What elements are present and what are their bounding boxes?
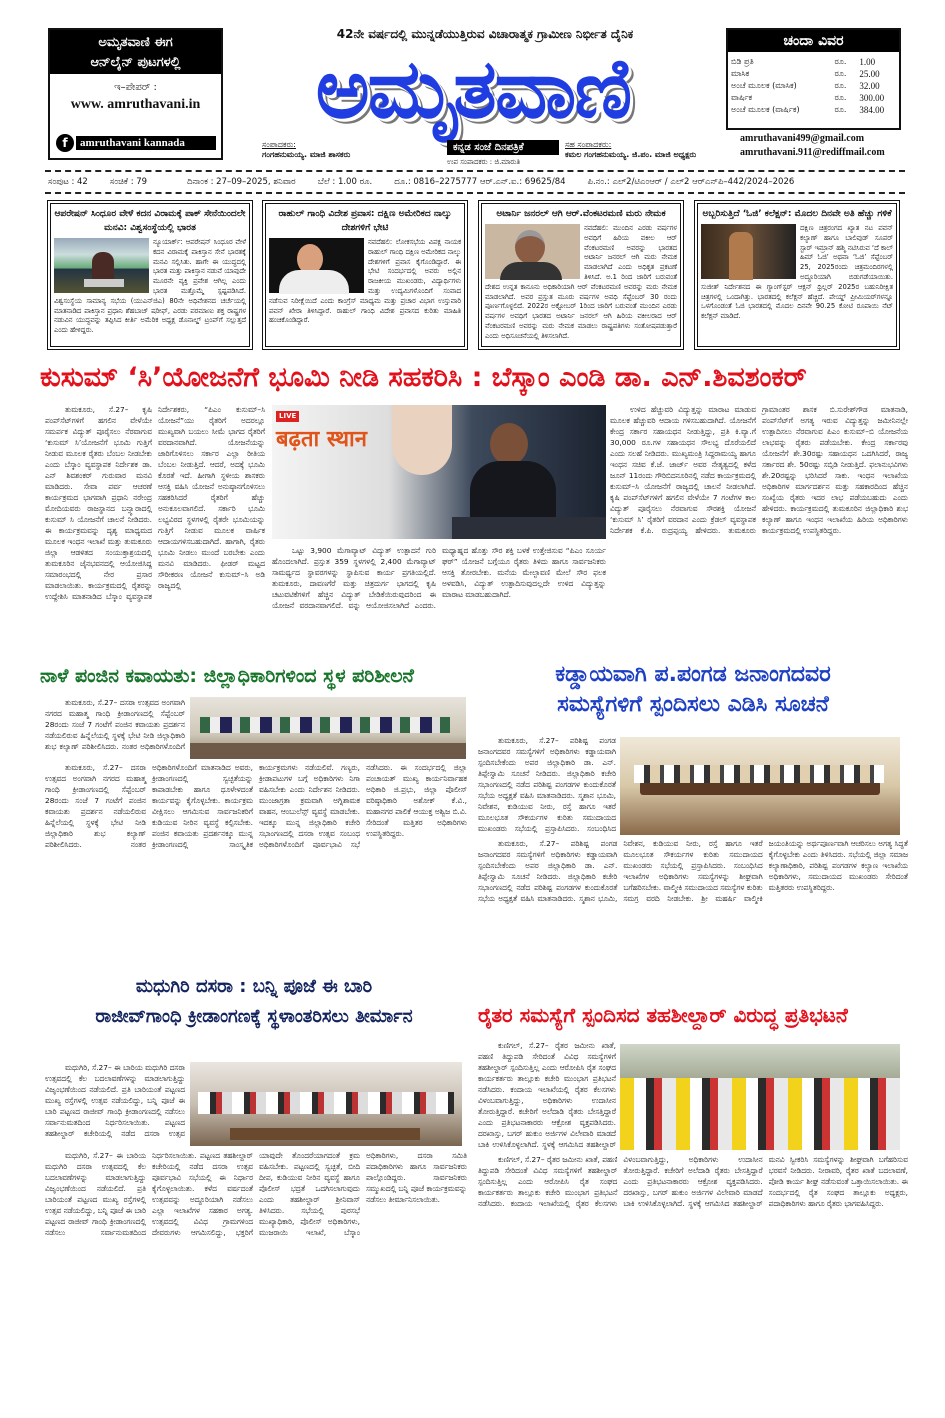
subscription-label: ಬಿಡಿ ಪ್ರತಿ xyxy=(731,57,754,66)
sub-editor: ಉಪ ಸಂಪಾದಕರು : ಜಿ.ಮಾರುತಿ xyxy=(447,158,521,166)
subscription-box xyxy=(726,28,901,130)
subscription-row xyxy=(728,80,899,92)
subscription-value: 25.00 xyxy=(859,69,880,79)
subscription-label: ವಾರ್ಷಿಕ xyxy=(731,93,753,102)
story2-meeting-photo xyxy=(190,697,466,759)
rahul-gandhi-photo xyxy=(269,238,364,293)
subscription-label: ಅಂಚೆ ಮೂಲಕ (ಮಾಸಿಕ) xyxy=(731,81,797,90)
volume: ಸಂಪುಟ : 42 xyxy=(48,177,88,187)
subscription-cur: ರೂ. xyxy=(834,57,847,66)
masthead-logo: ಅಮೃತವಾಣಿ xyxy=(315,42,631,137)
lead-body-left: ತುಮಕೂರು, ಸೆ.27– ಕೃಷಿ ಪಂಪ್‌ಸೆಟ್‌ಗಳಿಗೆ ಹಗಲಿನ ವೇಳೆಯೇ ಸಮರ್ಪಕ ವಿದ್ಯುತ್ ಪೂರೈಸಲು ನೆರವಾಗುವ ‘ಕುಸುಮ್ ಸಿ’ಯೋಜನೆಗೆ ಭೂಮಿ ಗುತ್ತಿಗೆ ನೀಡುವ ಮೂಲಕ ರೈತರು ಬೆಂಬಲ ನೀಡಬೇಕು ಎಂದು ಬೆಸ್ಕಾಂ ವ್ಯವಸ್ಥಾಪಕ ನಿರ್ದೇಶಕ ಡಾ. ಎನ್ ಶಿವಶಂಕರ್ ಗುರುವಾರ ಮನವಿ ಮಾಡಿದರು. ಸೇವಾ ಪರ್ವ ಆಚರಣೆ ಕಾರ್ಯಕ್ರಮದ ಭಾಗವಾಗಿ ಪ್ರಧಾನಿ ನರೇಂದ್ರ ಮೋದಿಯವರು ರಾಜಸ್ಥಾನದ ಬನ್ಸ್ವಾರಾದಲ್ಲಿ ಕುಸುಮ್ ಸಿ ಯೋಜನೆಗೆ ಚಾಲನೆ ನೀಡಿದರು. ಈ ಕಾರ್ಯಕ್ರಮವನ್ನು ದೃಶ್ಯ ಮಾಧ್ಯಮದ ಮೂಲಕ ಇಂಧನ ಇಲಾಖೆ ಮತ್ತು ತುಮಕೂರು ಜಿಲ್ಲಾ ಆಡಳಿತದ ಸಂಯುಕ್ತಾಶ್ರಯದಲ್ಲಿ ತುಮಕೂರಿನ ಜೈನಭವನದಲ್ಲಿ ಆಯೋಜಿಸಿದ್ದ ಸಮಾರಂಭದಲ್ಲಿ ನೇರ ಪ್ರಸಾರ ಮಾಡಲಾಯಿತು. ಕಾರ್ಯಕ್ರಮದಲ್ಲಿ ರೈತರನ್ನು ಉದ್ದೇಶಿಸಿ ಮಾತನಾಡಿದ ಬೆಸ್ಕಾಂ ವ್ಯವಸ್ಥಾಪಕ ನಿರ್ದೇಶಕರು, “ಪಿಎಂ ಕುಸುಮ್–ಸಿ ಯೋಜನೆ”ಯು ರೈತರಿಗೆ ಅದರಲ್ಲೂ ಮುಖ್ಯವಾಗಿ ಬಯಲು ಸೀಮೆ ಭಾಗದ ರೈತರಿಗೆ ವರದಾನವಾಗಿದೆ. ಯೋಜನೆಯನ್ನು ಜಾರಿಗೊಳಿಸಲು ಸರ್ಕಾರ ಎಲ್ಲಾ ರೀತಿಯ ಬೆಂಬಲ ನೀಡುತ್ತಿದೆ. ಆದರೆ, ಅದಕ್ಕೆ ಭೂಮಿ ಕೊರತೆ ಇದೆ. ಹೀಗಾಗಿ ಸ್ಥಳೀಯ ಶಾಸಕರು ಆಸಕ್ತಿ ವಹಿಸಿ ಯೋಜನೆ ಅನುಷ್ಠಾನಗೊಳಿಸಲು ಸಹಕರಿಸಿದರೆ ರೈತರಿಗೆ ಹೆಚ್ಚು ಅನುಕೂಲವಾಗಲಿದೆ. ಸರ್ಕಾರಿ ಭೂಮಿ ಲಭ್ಯವಿರದ ಸ್ಥಳಗಳಲ್ಲಿ ರೈತರೇ ಭೂಮಿಯನ್ನು ಗುತ್ತಿಗೆ ನೀಡುವ ಮೂಲಕ ವಾರ್ಷಿಕ ಆದಾಯಗಳಿಸಬಹುದಾಗಿದೆ. ಹಾಗಾಗಿ, ರೈತರು ಭೂಮಿ ನೀಡಲು ಮುಂದೆ ಬರಬೇಕು ಎಂದು ಮನವಿ ಮಾಡಿದರು. ಫೀಡರ್ ಮಟ್ಟದ ಸೌರೀಕರಣ ಯೋಜನೆ ಕುಸುಮ್–ಸಿ ಅಡಿ ರಾಜ್ಯದಲ್ಲಿ xyxy=(45,405,265,601)
price: ಬೆಲೆ : 1.00 ರೂ. xyxy=(317,177,373,187)
un-speaker-photo xyxy=(54,238,149,293)
story-title: ಅಟಾರ್ನಿ ಜನರಲ್ ಆಗಿ ಆರ್.ವೆಂಕಟರಮಣಿ ಮರು ನೇಮಕ xyxy=(496,209,666,219)
online-line1: ಅಮೃತವಾಣಿ ಈಗ xyxy=(98,35,173,50)
subscription-row xyxy=(728,92,899,104)
co-editor-credit xyxy=(565,140,733,160)
phone: ದೂ.: 0816–2275777 ಆರ್.ಎನ್.ಐ.: 69625/84 xyxy=(394,177,566,187)
postal-reg: ಪಿ.ನಂ.: ಎಲ್2/ಟಿಎಂಆರ್ / ಎಲ್2 ಆರ್‌ಎನ್‌ಪಿ–442/2024–2026 xyxy=(587,177,795,187)
podium xyxy=(452,517,606,539)
tagline: 42ನೇ ವರ್ಷದಲ್ಲಿ ಮುನ್ನಡೆಯುತ್ತಿರುವ ವಿಚಾರಾತ್ಮಕ ಗ್ರಾಮೀಣ ನಿರ್ಭೀತ ದೈನಿಕ xyxy=(336,27,634,41)
story3-body: ತುಮಕೂರು, ಸೆ.27– ಪರಿಶಿಷ್ಟ ಪಂಗಡ ಜನಾಂಗದವರ ಸಮಸ್ಯೆಗಳಿಗೆ ಅಧಿಕಾರಿಗಳು ಕಡ್ಡಾಯವಾಗಿ ಸ್ಪಂದಿಸಬೇಕೆಂದು ಅಪರ ಜಿಲ್ಲಾಧಿಕಾರಿ ಡಾ. ಎನ್. ತಿಪ್ಪೇಸ್ವಾಮಿ ಸೂಚನೆ ನೀಡಿದರು. ಜಿಲ್ಲಾಧಿಕಾರಿ ಕಚೇರಿ ಸಭಾಂಗಣದಲ್ಲಿ ನಡೆದ ಪರಿಶಿಷ್ಟ ಪಂಗಡಗಳ ಕುಂದುಕೊರತೆ ಸಭೆಯ ಅಧ್ಯಕ್ಷತೆ ವಹಿಸಿ ಮಾತನಾಡಿದರು. ಸ್ಮಶಾನ ಭೂಮಿ, ನಿವೇಶನ, ಕುಡಿಯುವ ನೀರು, ರಸ್ತೆ ಹಾಗೂ ಇತರೆ ಮೂಲಭೂತ ಸೌಕರ್ಯಗಳ ಕುರಿತು ಸಮುದಾಯದ ಮುಖಂಡರು ಸಭೆಯಲ್ಲಿ ಪ್ರಸ್ತಾಪಿಸಿದರು. ಸಂಬಂಧಿಸಿದ ಇಲಾಖೆಗಳ ಅಧಿಕಾರಿಗಳು ಸಮಸ್ಯೆಗಳನ್ನು ಶೀಘ್ರವಾಗಿ ಬಗೆಹರಿಸಬೇಕು. ವಾಲ್ಮೀಕಿ ಸಮುದಾಯದ ಸಮಸ್ಯೆಗಳ ಕುರಿತು ಸಮಗ್ರ ವರದಿ ನೀಡಬೇಕು. ಶ್ರೀ ಮಹರ್ಷಿ ವಾಲ್ಮೀಕಿ ಜಯಂತಿಯನ್ನು ಅರ್ಥಪೂರ್ಣವಾಗಿ ಆಚರಿಸಲು ಅಗತ್ಯ ಸಿದ್ಧತೆ ಕೈಗೊಳ್ಳಬೇಕು ಎಂದು ತಿಳಿಸಿದರು. ಸಭೆಯಲ್ಲಿ ಜಿಲ್ಲಾ ಸಮಾಜ ಕಲ್ಯಾಣಾಧಿಕಾರಿ, ಪರಿಶಿಷ್ಟ ಪಂಗಡಗಳ ಕಲ್ಯಾಣ ಇಲಾಖೆಯ ಅಧಿಕಾರಿಗಳು, ಸಮುದಾಯದ ಮುಖಂಡರು ಸೇರಿದಂತೆ ಮತ್ತಿತರರು ಉಪಸ್ಥಿತರಿದ್ದರು. xyxy=(478,839,908,903)
story2-headline[interactable]: ನಾಳೆ ಪಂಜಿನ ಕವಾಯತು: ಜಿಲ್ಲಾಧಿಕಾರಿಗಳಿಂದ ಸ್ಥಳ ಪರಿಶೀಲನೆ xyxy=(40,665,414,687)
story4-meeting-photo xyxy=(190,1062,462,1146)
story-title: ಅಬ್ಬರಿಸುತ್ತಿದೆ ‘ಓಜಿ’ ಕಲೆಕ್ಷನ್: ಮೊದಲ ದಿನವೇ ಅತಿ ಹೆಚ್ಚು ಗಳಿಕೆ xyxy=(702,209,892,219)
live-badge: LIVE xyxy=(276,411,299,422)
story4-headline[interactable]: ಮಧುಗಿರಿ ದಸರಾ : ಬನ್ನಿ ಪೂಜೆ ಈ ಬಾರಿ ರಾಜೀವ್‌ಗಾಂಧಿ ಕ್ರೀಡಾಂಗಣಕ್ಕೆ ಸ್ಥಳಾಂತರಿಸಲು ತೀರ್ಮಾನ xyxy=(95,976,413,1027)
subscription-label: ಮಾಸಿಕ xyxy=(731,69,750,78)
story4-body: ಮಧುಗಿರಿ, ಸೆ.27– ಈ ಬಾರಿಯ ಮಧುಗಿರಿ ದಸರಾ ಉತ್ಸವದಲ್ಲಿ ಕೆಲ ಬದಲಾವಣೆಗಳನ್ನು ಮಾಡಲಾಗುತ್ತಿದ್ದು ವಿಜೃಂಭಣೆಯಿಂದ ನಡೆಯಲಿದೆ. ಪ್ರತಿ ಬಾರಿಯಂತೆ ಪಟ್ಟಣದ ಮುಖ್ಯ ರಸ್ತೆಗಳಲ್ಲಿ ಉತ್ಸವ ನಡೆಯಲಿದ್ದು, ಬನ್ನಿ ಪೂಜೆ ಈ ಬಾರಿ ಪಟ್ಟಣದ ರಾಜೀವ್ ಗಾಂಧಿ ಕ್ರೀಡಾಂಗಣದಲ್ಲಿ ನಡೆಸಲು ಸರ್ವಾನುಮತದಿಂದ ನಿರ್ಧರಿಸಲಾಯಿತು. ಪಟ್ಟಣದ ತಹಶೀಲ್ದಾರ್ ಕಚೇರಿಯಲ್ಲಿ ನಡೆದ ದಸರಾ ಉತ್ಸವ ಪೂರ್ವಭಾವಿ ಸಭೆಯಲ್ಲಿ ಈ ನಿರ್ಧಾರ ಕೈಗೊಳ್ಳಲಾಯಿತು. ಕಳೆದ ವರ್ಷದಂತೆ ಉತ್ಸವವನ್ನು ಅದ್ಧೂರಿಯಾಗಿ ನಡೆಸಲು ಎಲ್ಲಾ ಇಲಾಖೆಗಳ ಸಹಕಾರ ಅಗತ್ಯ. ಉತ್ಸವದಲ್ಲಿ ವಿವಿಧ ಗ್ರಾಮಗಳಿಂದ ದೇವರುಗಳು ಆಗಮಿಸಲಿದ್ದು, ಭಕ್ತರಿಗೆ ಯಾವುದೇ ತೊಂದರೆಯಾಗದಂತೆ ಕ್ರಮ ವಹಿಸಬೇಕು. ಪಟ್ಟಣದಲ್ಲಿ ಸ್ವಚ್ಛತೆ, ಬೀದಿ ದೀಪ, ಕುಡಿಯುವ ನೀರಿನ ವ್ಯವಸ್ಥೆ ಹಾಗೂ ಪೊಲೀಸ್ ಭದ್ರತೆ ಒದಗಿಸಲಾಗುವುದು ಎಂದು ತಹಶೀಲ್ದಾರ್ ಶ್ರೀನಿವಾಸ್ ತಿಳಿಸಿದರು. ಸಭೆಯಲ್ಲಿ ಪುರಸಭೆ ಮುಖ್ಯಾಧಿಕಾರಿ, ಪೊಲೀಸ್ ಅಧಿಕಾರಿಗಳು, ಮುಜರಾಯಿ ಇಲಾಖೆ, ಬೆಸ್ಕಾಂ ಅಧಿಕಾರಿಗಳು, ದಸರಾ ಸಮಿತಿ ಪದಾಧಿಕಾರಿಗಳು ಹಾಗೂ ಸಾರ್ವಜನಿಕರು ಪಾಲ್ಗೊಂಡಿದ್ದರು. ಸಾರ್ವಜನಿಕರು ಸಮ್ಮುಖದಲ್ಲಿ ಬನ್ನಿ ಪೂಜೆ ಕಾರ್ಯಕ್ರಮವನ್ನು ನಡೆಸಲು ತೀರ್ಮಾನಿಸಲಾಯಿತು. xyxy=(45,1151,467,1237)
co-editor-label: ಸಹ ಸಂಪಾದಕರು: xyxy=(565,140,612,149)
story5-body: ಕುಣಿಗಲ್, ಸೆ.27– ರೈತರ ಜಮೀನು ಖಾತೆ, ಪಹಣಿ ತಿದ್ದುಪಡಿ ಸೇರಿದಂತೆ ವಿವಿಧ ಸಮಸ್ಯೆಗಳಿಗೆ ತಹಶೀಲ್ದಾರ್ ಸ್ಪಂದಿಸುತ್ತಿಲ್ಲ ಎಂದು ಆರೋಪಿಸಿ ರೈತ ಸಂಘದ ಕಾರ್ಯಕರ್ತರು ತಾಲ್ಲೂಕು ಕಚೇರಿ ಮುಂಭಾಗ ಪ್ರತಿಭಟನೆ ನಡೆಸಿದರು. ಕಂದಾಯ ಇಲಾಖೆಯಲ್ಲಿ ರೈತರ ಕೆಲಸಗಳು ವಿಳಂಬವಾಗುತ್ತಿದ್ದು, ಅಧಿಕಾರಿಗಳು ಉದಾಸೀನ ತೋರುತ್ತಿದ್ದಾರೆ. ಕಚೇರಿಗೆ ಅಲೆದಾಡಿ ರೈತರು ಬೇಸತ್ತಿದ್ದಾರೆ ಎಂದು ಪ್ರತಿಭಟನಾಕಾರರು ಆಕ್ರೋಶ ವ್ಯಕ್ತಪಡಿಸಿದರು. ದರಖಾಸ್ತು, ಬಗರ್ ಹುಕುಂ ಅರ್ಜಿಗಳ ವಿಲೇವಾರಿ ಮಾಡದೆ ಬಾಕಿ ಉಳಿಸಿಕೊಳ್ಳಲಾಗಿದೆ. ಸ್ಥಳಕ್ಕೆ ಆಗಮಿಸಿದ ತಹಶೀಲ್ದಾರ್ ಮನವಿ ಸ್ವೀಕರಿಸಿ ಸಮಸ್ಯೆಗಳನ್ನು ಶೀಘ್ರವಾಗಿ ಬಗೆಹರಿಸುವ ಭರವಸೆ ನೀಡಿದರು. ನೀರಾವರಿ, ರೈತರ ಖಾತೆ ಬದಲಾವಣೆ, ಪೋಡಿ ಕಾರ್ಯ ಶೀಘ್ರ ನಡೆಸುವಂತೆ ಒತ್ತಾಯಿಸಲಾಯಿತು. ಈ ಸಂದರ್ಭದಲ್ಲಿ ರೈತ ಸಂಘದ ತಾಲ್ಲೂಕು ಅಧ್ಯಕ್ಷರು, ಪದಾಧಿಕಾರಿಗಳು ಹಾಗೂ ರೈತರು ಭಾಗವಹಿಸಿದ್ದರು. xyxy=(478,1155,908,1208)
co-editor-name: ಕಮಲ ಗಂಗಹನುಮಯ್ಯ. ಜಿ.ಪಂ. ಮಾಜಿ ಅಧ್ಯಕ್ಷರು xyxy=(565,150,697,159)
subscription-table xyxy=(728,56,899,116)
subscription-row xyxy=(728,104,899,116)
subscription-row xyxy=(728,68,899,80)
speaker-head xyxy=(490,423,528,465)
online-edition-box xyxy=(48,28,223,160)
lead-headline[interactable]: ಕುಸುಮ್ ‘ಸಿ’ಯೋಜನೆಗೆ ಭೂಮಿ ನೀಡಿ ಸಹಕರಿಸಿ : ಬೆಸ್ಕಾಂ ಎಂಡಿ ಡಾ. ಎನ್.ಶಿವಶಂಕರ್ xyxy=(40,362,807,393)
story-body: ನ್ಯೂಯಾರ್ಕ್: ಆಪರೇಷನ್ ಸಿಂಧೂರ ವೇಳೆ ಕದನ ವಿರಾಮಕ್ಕೆ ಪಾಕಿಸ್ತಾನ ಸೇನೆ ಭಾರತಕ್ಕೆ ಮನವಿ ಸಲ್ಲಿಸಿತು. ಹಾಗೇ ಈ ಯುದ್ಧದಲ್ಲಿ ಭಾರತ ಮತ್ತು ಪಾಕಿಸ್ತಾನ ನಡುವೆ ಯಾವುದೇ ಮೂರನೇ ವ್ಯಕ್ತಿ ಪ್ರವೇಶ ಆಗಿಲ್ಲ ಎಂದು ಭಾರತ ಮತ್ತೊಮ್ಮೆ ಸ್ಪಷ್ಟಪಡಿಸಿದೆ. ವಿಶ್ವಸಂಸ್ಥೆಯ ಸಾಮಾನ್ಯ ಸಭೆಯ (ಯುಎನ್‌ಜಿಎ) 80ನೇ ಅಧಿವೇಶನದ ಚರ್ಚೆಯಲ್ಲಿ ಮಾತನಾಡಿದ ಪಾಕಿಸ್ತಾನ ಪ್ರಧಾನಿ ಶೆಹಬಾಜ್ ಷರೀಫ್, ಎರಡು ಪರಮಾಣು ಶಕ್ತ ರಾಷ್ಟ್ರಗಳ ನಡುವಿನ ಯುದ್ಧವನ್ನು ತಪ್ಪಿಸಿದ ಕೀರ್ತಿ ಅಮೆರಿಕ ಅಧ್ಯಕ್ಷ ಡೊನಾಲ್ಡ್ ಟ್ರಂಪ್‌ಗೆ ಸಲ್ಲುತ್ತದೆ ಎಂದು ಹೇಳಿದ್ದರು. xyxy=(54,238,246,335)
story3-meeting-photo xyxy=(620,737,900,835)
top-story-1[interactable] xyxy=(47,200,253,350)
email-1[interactable]: amruthavani499@gmail.com xyxy=(740,133,865,144)
subscription-value: 32.00 xyxy=(859,81,880,91)
story2-body-top: ತುಮಕೂರು, ಸೆ.27– ದಸರಾ ಉತ್ಸವದ ಅಂಗವಾಗಿ ನಗರದ ಮಹಾತ್ಮ ಗಾಂಧಿ ಕ್ರೀಡಾಂಗಣದಲ್ಲಿ ಸೆಪ್ಟೆಂಬರ್ 28ರಂದು ಸಂಜೆ 7 ಗಂಟೆಗೆ ಪಂಜಿನ ಕವಾಯತು ಪ್ರದರ್ಶನ ನಡೆಯಲಿರುವ ಹಿನ್ನೆಲೆಯಲ್ಲಿ ಸ್ಥಳಕ್ಕೆ ಭೇಟಿ ನೀಡಿ ಜಿಲ್ಲಾಧಿಕಾರಿ ಶುಭ ಕಲ್ಯಾಣ್ ಪರಿಶೀಲಿಸಿದರು. ನಂತರ ಅಧಿಕಾರಿಗಳೊಂದಿಗೆ xyxy=(45,698,185,751)
lead-body-right: ಉಳಿದ ಹೆಚ್ಚುವರಿ ವಿದ್ಯುತ್ತನ್ನು ಮಾರಾಟ ಮಾಡುವ ಮೂಲಕ ಹೆಚ್ಚುವರಿ ಆದಾಯ ಗಳಿಸಬಹುದಾಗಿದೆ. ಯೋಜನೆಗೆ ಕೇಂದ್ರ ಸರ್ಕಾರ ಸಹಾಯಧನ ನೀಡುತ್ತಿದ್ದು, ಪ್ರತಿ ಕಿ.ವ್ಯಾ.ಗೆ 30,000 ರೂ.ಗಳ ಸಹಾಯಧನ ಸೌಲಭ್ಯ ದೊರೆಯಲಿದೆ ಎಂದು ಸಲಹೆ ನೀಡಿದರು. ಮುಖ್ಯಮಂತ್ರಿ ಸಿದ್ದರಾಮಯ್ಯ ಹಾಗೂ ಇಂಧನ ಸಚಿವ ಕೆ.ಜೆ. ಜಾರ್ಜ್ ಅವರ ನೇತೃತ್ವದಲ್ಲಿ ಕಳೆದ ಜೂನ್ 11ರಂದು ಗೌರಿಬಿದನೂರಿನಲ್ಲಿ ನಡೆದ ಕಾರ್ಯಕ್ರಮದಲ್ಲಿ ಕುಸುಮ್–ಸಿ ಯೋಜನೆಗೆ ರಾಜ್ಯದಲ್ಲಿ ಚಾಲನೆ ನೀಡಲಾಗಿದೆ. ಕೃಷಿ ಪಂಪ್‌ಸೆಟ್‌ಗಳಿಗೆ ಹಗಲಿನ ವೇಳೆಯೇ 7 ಗಂಟೆಗಳ ಕಾಲ ವಿದ್ಯುತ್ ಪೂರೈಸಲು ನೆರವಾಗುವ ಸೌರಶಕ್ತಿ ಯೋಜನೆ ‘ಕುಸುಮ್ ಸಿ’ ರೈತರಿಗೆ ವರದಾನ ಎಂದು ಕ್ರೆಡಲ್ ವ್ಯವಸ್ಥಾಪಕ ನಿರ್ದೇಶಕ ಕೆ.ಪಿ. ರುದ್ರಪ್ಪಯ್ಯ ಹೇಳಿದರು. ತುಮಕೂರು ಗ್ರಾಮಾಂತರ ಶಾಸಕ ಬಿ.ಸುರೇಶ್‌ಗೌಡ ಮಾತನಾಡಿ, ಪಂಪ್‌ಸೆಟ್‌ಗೆ ಅಗತ್ಯ ಇರುವ ವಿದ್ಯುತ್ತನ್ನು ಜಮೀನಿನಲ್ಲೇ ಉತ್ಪಾದಿಸಲು ನೆರವಾಗುವ ಪಿಎಂ ಕುಸುಮ್–ಬಿ ಯೋಜನೆಯ ಲಾಭವನ್ನು ರೈತರು ಪಡೆಯಬೇಕು. ಕೇಂದ್ರ ಸರ್ಕಾರವು ಯೋಜನೆಗೆ ಶೇ.30ರಷ್ಟು ಸಹಾಯಧನ ಒದಗಿಸಿದರೆ, ರಾಜ್ಯ ಸರ್ಕಾರದ ಶೇ. 50ರಷ್ಟು ಸಬ್ಸಿಡಿ ನೀಡುತ್ತಿದೆ. ಫಲಾನುಭವಿಗಳು ಶೇ.20ರಷ್ಟನ್ನು ಭರಿಸಿದರೆ ಸಾಕು. ಇಂಧನ ಇಲಾಖೆಯ ಅಧಿಕಾರಿಗಳ ಮಾರ್ಗದರ್ಶನ ಮತ್ತು ಸಹಕಾರದಿಂದ ಹೆಚ್ಚಿನ ಸಂಖ್ಯೆಯ ರೈತರು ಇದರ ಲಾಭ ಪಡೆಯಬಹುದು ಎಂದು ಹೇಳಿದರು. ಕಾರ್ಯಕ್ರಮದಲ್ಲಿ ತುಮಕೂರಿನ ಜಿಲ್ಲಾಧಿಕಾರಿ ಶುಭ ಕಲ್ಯಾಣ್ ಹಾಗೂ ಇಂಧನ ಇಲಾಖೆಯ ಹಿರಿಯ ಅಧಿಕಾರಿಗಳು ಕಾರ್ಯಕ್ರಮದಲ್ಲಿ ಉಪಸ್ಥಿತರಿದ್ದರು. xyxy=(610,405,908,535)
email-2[interactable]: amruthavani.911@rediffmail.com xyxy=(740,147,885,158)
story4-body-top: ಮಧುಗಿರಿ, ಸೆ.27– ಈ ಬಾರಿಯ ಮಧುಗಿರಿ ದಸರಾ ಉತ್ಸವದಲ್ಲಿ ಕೆಲ ಬದಲಾವಣೆಗಳನ್ನು ಮಾಡಲಾಗುತ್ತಿದ್ದು ವಿಜೃಂಭಣೆಯಿಂದ ನಡೆಯಲಿದೆ. ಪ್ರತಿ ಬಾರಿಯಂತೆ ಪಟ್ಟಣದ ಮುಖ್ಯ ರಸ್ತೆಗಳಲ್ಲಿ ಉತ್ಸವ ನಡೆಯಲಿದ್ದು, ಬನ್ನಿ ಪೂಜೆ ಈ ಬಾರಿ ಪಟ್ಟಣದ ರಾಜೀವ್ ಗಾಂಧಿ ಕ್ರೀಡಾಂಗಣದಲ್ಲಿ ನಡೆಸಲು ಸರ್ವಾನುಮತದಿಂದ ನಿರ್ಧರಿಸಲಾಯಿತು. ಪಟ್ಟಣದ ತಹಶೀಲ್ದಾರ್ ಕಚೇರಿಯಲ್ಲಿ ನಡೆದ ದಸರಾ ಉತ್ಸವ xyxy=(45,1063,185,1138)
story5-headline[interactable]: ರೈತರ ಸಮಸ್ಯೆಗೆ ಸ್ಪಂದಿಸದ ತಹಶೀಲ್ದಾರ್ ವಿರುದ್ಧ ಪ್ರತಿಭಟನೆ xyxy=(478,1003,848,1027)
story-body: ನವದೆಹಲಿ: ಮುಂದಿನ ಎರಡು ವರ್ಷಗಳ ಅವಧಿಗೆ ಹಿರಿಯ ವಕೀಲ ಆರ್ ವೆಂಕಟರಮಣಿ ಅವರನ್ನು ಭಾರತದ ಅಟಾರ್ನಿ ಜನರಲ್ ಆಗಿ ಮರು ನೇಮಕ ಮಾಡಲಾಗಿದೆ ಎಂದು ಅಧಿಕೃತ ಪ್ರಕಟಣೆ ತಿಳಿಸಿದೆ. ಅ.1 ರಿಂದ ಜಾರಿಗೆ ಬರುವಂತೆ ದೇಶದ ಉನ್ನತ ಕಾನೂನು ಅಧಿಕಾರಿಯಾಗಿ ಆರ್ ವೆಂಕಟರಮಣಿ ಅವರನ್ನು ಮರು ನೇಮಕ ಮಾಡಲಾಗಿದೆ. ಅವರ ಪ್ರಸ್ತುತ ಮೂರು ವರ್ಷಗಳ ಅವಧಿ ಸೆಪ್ಟೆಂಬರ್ 30 ರಂದು ಪೂರ್ಣಗೊಳ್ಳಲಿದೆ. 2022ರ ಅಕ್ಟೋಬರ್ 1ರಿಂದ ಜಾರಿಗೆ ಬರುವಂತೆ ಮುಂದಿನ ಎರಡು ವರ್ಷಗಳ ಅವಧಿಗೆ ಭಾರತದ ಅಟಾರ್ನಿ ಜನರಲ್ ಆಗಿ ಹಿರಿಯ ವಕೀಲರಾದ ಆರ್ ವೆಂಕಟರಮಣಿ ಅವರನ್ನು ಮರು ನೇಮಕ ಮಾಡಲು ರಾಷ್ಟ್ರಪತಿಗಳು ಸಂತೋಷಪಡುತ್ತಾರೆ ಎಂದು ಅಧಿಸೂಚನೆಯಲ್ಲಿ ತಿಳಿಸಲಾಗಿದೆ. xyxy=(485,224,677,340)
subscription-cur: ರೂ. xyxy=(834,93,847,102)
photo-banner-text: बढ़ता स्थान xyxy=(276,427,367,452)
story-title: ರಾಹುಲ್ ಗಾಂಧಿ ವಿದೇಶ ಪ್ರವಾಸ: ದಕ್ಷಿಣ ಅಮೇರಿಕದ ನಾಲ್ಕು ದೇಶಗಳಿಗೆ ಭೇಟಿ xyxy=(278,209,452,233)
story-body: ನವದೆಹಲಿ: ಲೋಕಸಭೆಯ ವಿಪಕ್ಷ ನಾಯಕ ರಾಹುಲ್ ಗಾಂಧಿ ದಕ್ಷಿಣ ಅಮೇರಿಕದ ನಾಲ್ಕು ದೇಶಗಳಿಗೆ ಪ್ರವಾಸ ಕೈಗೊಂಡಿದ್ದಾರೆ. ಈ ಭೇಟಿ ಸಂದರ್ಭದಲ್ಲಿ ಅವರು ಅಲ್ಲಿನ ರಾಜಕೀಯ ಮುಖಂಡರು, ವಿದ್ಯಾರ್ಥಿಗಳು ಮತ್ತು ಉದ್ಯಮಿಗಳೊಂದಿಗೆ ಸಂವಾದ ನಡೆಸುವ ನಿರೀಕ್ಷೆಯಿದೆ ಎಂದು ಕಾಂಗ್ರೆಸ್ ಮಾಧ್ಯಮ ಮತ್ತು ಪ್ರಚಾರ ವಿಭಾಗ ಉಸ್ತುವಾರಿ ಪವನ್ ಖೇರಾ ತಿಳಿಸಿದ್ದಾರೆ. ರಾಹುಲ್ ಗಾಂಧಿ ವಿದೇಶ ಪ್ರವಾಸದ ಕುರಿತು ಮಾಹಿತಿ ಹಂಚಿಕೊಂಡಿದ್ದಾರೆ. xyxy=(269,238,461,325)
story5-body-top: ಕುಣಿಗಲ್, ಸೆ.27– ರೈತರ ಜಮೀನು ಖಾತೆ, ಪಹಣಿ ತಿದ್ದುಪಡಿ ಸೇರಿದಂತೆ ವಿವಿಧ ಸಮಸ್ಯೆಗಳಿಗೆ ತಹಶೀಲ್ದಾರ್ ಸ್ಪಂದಿಸುತ್ತಿಲ್ಲ ಎಂದು ಆರೋಪಿಸಿ ರೈತ ಸಂಘದ ಕಾರ್ಯಕರ್ತರು ತಾಲ್ಲೂಕು ಕಚೇರಿ ಮುಂಭಾಗ ಪ್ರತಿಭಟನೆ ನಡೆಸಿದರು. ಕಂದಾಯ ಇಲಾಖೆಯಲ್ಲಿ ರೈತರ ಕೆಲಸಗಳು ವಿಳಂಬವಾಗುತ್ತಿದ್ದು, ಅಧಿಕಾರಿಗಳು ಉದಾಸೀನ ತೋರುತ್ತಿದ್ದಾರೆ. ಕಚೇರಿಗೆ ಅಲೆದಾಡಿ ರೈತರು ಬೇಸತ್ತಿದ್ದಾರೆ ಎಂದು ಪ್ರತಿಭಟನಾಕಾರರು ಆಕ್ರೋಶ ವ್ಯಕ್ತಪಡಿಸಿದರು. ದರಖಾಸ್ತು, ಬಗರ್ ಹುಕುಂ ಅರ್ಜಿಗಳ ವಿಲೇವಾರಿ ಮಾಡದೆ ಬಾಕಿ ಉಳಿಸಿಕೊಳ್ಳಲಾಗಿದೆ. ಸ್ಥಳಕ್ಕೆ ಆಗಮಿಸಿದ ತಹಶೀಲ್ದಾರ್ xyxy=(478,1041,616,1149)
lead-event-photo xyxy=(272,405,606,539)
lead-body-center: ಒಟ್ಟು 3,900 ಮೆಗಾವ್ಯಾಟ್ ವಿದ್ಯುತ್ ಉತ್ಪಾದನೆ ಗುರಿ ಹೊಂದಲಾಗಿದೆ. ಪ್ರಸ್ತುತ 359 ಸ್ಥಳಗಳಲ್ಲಿ 2,400 ಮೆಗಾವ್ಯಾಟ್ ಸಾಮರ್ಥ್ಯದ ಸ್ಥಾವರಗಳನ್ನು ಸ್ಥಾಪಿಸುವ ಕಾರ್ಯ ಪ್ರಗತಿಯಲ್ಲಿದೆ. ತುಮಕೂರು, ದಾವಣಗೆರೆ ಮತ್ತು ಚಿತ್ರದುರ್ಗ ಭಾಗದಲ್ಲಿ ಕೃಷಿ ಚಟುವಟಿಕೆಗಳಿಗೆ ಹೆಚ್ಚಿನ ವಿದ್ಯುತ್ ಬೇಡಿಕೆಯಿರುವುದರಿಂದ ಈ ಯೋಜನೆ ವರದಾನವಾಗಲಿದೆ. ವನ್ನು ಆಯೋಜಿಸಲಾಗಿದೆ ಎಂದರು. ಮಧ್ಯಾಹ್ನದ ಹೊತ್ತು ಸೌರ ಶಕ್ತಿ ಬಳಕೆ ಉತ್ತೇಜಿಸುವ “ಪಿಎಂ ಸೂರ್ಯ ಘರ್” ಯೋಜನೆ ಬಗ್ಗೆಯೂ ರೈತರು ತಿಳಿದು ಹಾಗೂ ಸಾರ್ವಜನಿಕರು ಆಸಕ್ತಿ ತೋರಬೇಕು. ಮನೆಯ ಮೇಲ್ಛಾವಣಿ ಮೇಲೆ ಸೌರ ಫಲಕ ಅಳವಡಿಸಿ, ವಿದ್ಯುತ್ ಉತ್ಪಾದಿಸುವುದಲ್ಲದೇ ಉಳಿದ ವಿದ್ಯುತ್ತನ್ನು ಮಾರಾಟ ಮಾಡಬಹುದಾಗಿದೆ. xyxy=(272,546,606,610)
editor-name: ಗಂಗಹನುಮಯ್ಯ. ಮಾಜಿ ಶಾಸಕರು xyxy=(262,150,351,159)
venkataramani-photo xyxy=(485,224,580,279)
story3-body-top: ತುಮಕೂರು, ಸೆ.27– ಪರಿಶಿಷ್ಟ ಪಂಗಡ ಜನಾಂಗದವರ ಸಮಸ್ಯೆಗಳಿಗೆ ಅಧಿಕಾರಿಗಳು ಕಡ್ಡಾಯವಾಗಿ ಸ್ಪಂದಿಸಬೇಕೆಂದು ಅಪರ ಜಿಲ್ಲಾಧಿಕಾರಿ ಡಾ. ಎನ್. ತಿಪ್ಪೇಸ್ವಾಮಿ ಸೂಚನೆ ನೀಡಿದರು. ಜಿಲ್ಲಾಧಿಕಾರಿ ಕಚೇರಿ ಸಭಾಂಗಣದಲ್ಲಿ ನಡೆದ ಪರಿಶಿಷ್ಟ ಪಂಗಡಗಳ ಕುಂದುಕೊರತೆ ಸಭೆಯ ಅಧ್ಯಕ್ಷತೆ ವಹಿಸಿ ಮಾತನಾಡಿದರು. ಸ್ಮಶಾನ ಭೂಮಿ, ನಿವೇಶನ, ಕುಡಿಯುವ ನೀರು, ರಸ್ತೆ ಹಾಗೂ ಇತರೆ ಮೂಲಭೂತ ಸೌಕರ್ಯಗಳ ಕುರಿತು ಸಮುದಾಯದ ಮುಖಂಡರು ಸಭೆಯಲ್ಲಿ ಪ್ರಸ್ತಾಪಿಸಿದರು. ಸಂಬಂಧಿಸಿದ xyxy=(478,736,616,833)
pm-image xyxy=(392,405,452,475)
facebook-link[interactable] xyxy=(56,134,216,152)
divider xyxy=(45,170,905,172)
subscription-title: ಚಂದಾ ವಿವರ xyxy=(728,30,899,52)
subscription-value: 384.00 xyxy=(859,105,885,115)
story2-body: ತುಮಕೂರು, ಸೆ.27– ದಸರಾ ಉತ್ಸವದ ಅಂಗವಾಗಿ ನಗರದ ಮಹಾತ್ಮ ಗಾಂಧಿ ಕ್ರೀಡಾಂಗಣದಲ್ಲಿ ಸೆಪ್ಟೆಂಬರ್ 28ರಂದು ಸಂಜೆ 7 ಗಂಟೆಗೆ ಪಂಜಿನ ಕವಾಯತು ಪ್ರದರ್ಶನ ನಡೆಯಲಿರುವ ಹಿನ್ನೆಲೆಯಲ್ಲಿ ಸ್ಥಳಕ್ಕೆ ಭೇಟಿ ನೀಡಿ ಜಿಲ್ಲಾಧಿಕಾರಿ ಶುಭ ಕಲ್ಯಾಣ್ ಪರಿಶೀಲಿಸಿದರು. ನಂತರ ಅಧಿಕಾರಿಗಳೊಂದಿಗೆ ಮಾತನಾಡಿದ ಅವರು, ಕ್ರೀಡಾಂಗಣದಲ್ಲಿ ಸ್ವಚ್ಛತೆಯನ್ನು ಕಾಪಾಡಬೇಕು ಹಾಗೂ ಧೂಳೇಳದಂತೆ ಕಾರ್ಯವನ್ನು ಕೈಗೊಳ್ಳಬೇಕು. ಕಾರ್ಯಕ್ರಮ ವೀಕ್ಷಿಸಲು ಆಗಮಿಸುವ ಸಾರ್ವಜನಿಕರಿಗೆ ಕುಡಿಯುವ ನೀರಿನ ವ್ಯವಸ್ಥೆ ಕಲ್ಪಿಸಬೇಕು. ಪಂಜಿನ ಕವಾಯತು ಪ್ರದರ್ಶನಕ್ಕೂ ಮುನ್ನ ಕ್ರೀಡಾಂಗಣದಲ್ಲಿ ಸಾಂಸ್ಕೃತಿಕ ಕಾರ್ಯಕ್ರಮಗಳು ನಡೆಯಲಿವೆ. ಗಣ್ಯರು, ಕ್ರೀಡಾಪಟುಗಳ ಬಗ್ಗೆ ಅಧಿಕಾರಿಗಳು ನಿಗಾ ವಹಿಸಬೇಕು ಎಂದು ನಿರ್ದೇಶನ ನೀಡಿದರು. ಮುಂಜಾಗ್ರತಾ ಕ್ರಮವಾಗಿ ಅಗ್ನಿಶಾಮಕ ವಾಹನ, ಆಂಬುಲೆನ್ಸ್ ವ್ಯವಸ್ಥೆ ಮಾಡಬೇಕು. ಇದಕ್ಕೂ ಮುನ್ನ ಜಿಲ್ಲಾಧಿಕಾರಿ ಕಚೇರಿ ಸಭಾಂಗಣದಲ್ಲಿ ದಸರಾ ಉತ್ಸವ ಸಂಬಂಧ ಅಧಿಕಾರಿಗಳೊಂದಿಗೆ ಪೂರ್ವಭಾವಿ ಸಭೆ ನಡೆಸಿದರು. ಈ ಸಂದರ್ಭದಲ್ಲಿ ಜಿಲ್ಲಾ ಪಂಚಾಯತ್ ಮುಖ್ಯ ಕಾರ್ಯನಿರ್ವಾಹಕ ಅಧಿಕಾರಿ ಜಿ.ಪ್ರಭು, ಜಿಲ್ಲಾ ಪೊಲೀಸ್ ವರಿಷ್ಠಾಧಿಕಾರಿ ಅಶೋಕ್ ಕೆ.ವಿ., ಮಹಾನಗರ ಪಾಲಿಕೆ ಆಯುಕ್ತ ಅಶ್ವಿಜ ಬಿ.ವಿ. ಸೇರಿದಂತೆ ಮತ್ತಿತರ ಅಧಿಕಾರಿಗಳು ಉಪಸ್ಥಿತರಿದ್ದರು. xyxy=(45,763,467,849)
story-body: ದಕ್ಷಿಣ ಚಿತ್ರರಂಗದ ಖ್ಯಾತ ನಟ ಪವನ್ ಕಲ್ಯಾಣ್ ಹಾಗೂ ಬಾಲಿವುಡ್ ಸೂಪರ್ ಸ್ಟಾರ್ ಇಮ್ರಾನ್ ಹಶ್ಮಿ ನಟಿಸಿರುವ ‘ದೆ ಕಾಲ್ ಹಿಮ್ ಓಜಿ’ ಅಥವಾ ‘ಓಜಿ’ ಸೆಪ್ಟೆಂಬರ್ 25, 2025ರಂದು ಚಿತ್ರಮಂದಿರಗಳಲ್ಲಿ ಅದ್ಧೂರಿಯಾಗಿ ಬಿಡುಗಡೆಯಾಯಿತು. ಸುಜೀತ್ ನಿರ್ದೇಶನದ ಈ ಗ್ಯಾಂಗ್‌ಸ್ಟರ್ ಆಕ್ಷನ್ ಥ್ರಿಲ್ಲರ್ 2025ರ ಬಹುನಿರೀಕ್ಷಿತ ಚಿತ್ರಗಳಲ್ಲಿ ಒಂದಾಗಿತ್ತು. ಭಾರತದಲ್ಲಿ ಕಲೆಕ್ಷನ್ ಹೆಚ್ಚಿದೆ. ಪೇಯ್ಡ್ ಪ್ರೀಮಿಯರ್‌ಗಳನ್ನೂ ಒಳಗೊಂಡಂತೆ ಓಜಿ ಭಾರತದಲ್ಲಿ ಮೊದಲ ದಿನವೇ 90.25 ಕೋಟಿ ರೂಪಾಯಿ ನೆಟ್ ಕಲೆಕ್ಷನ್ ಮಾಡಿದೆ. xyxy=(701,224,893,321)
top-story-3[interactable] xyxy=(478,200,684,350)
top-story-2[interactable] xyxy=(262,200,468,350)
subscription-cur: ರೂ. xyxy=(834,81,847,90)
subscription-cur: ರೂ. xyxy=(834,105,847,114)
website-link[interactable]: www. amruthavani.in xyxy=(70,97,201,112)
date: ದಿನಾಂಕ : 27–09–2025, ಶನಿವಾರ xyxy=(187,177,296,187)
divider xyxy=(45,192,905,194)
story3-headline[interactable]: ಕಡ್ಡಾಯವಾಗಿ ಪ.ಪಂಗಡ ಜನಾಂಗದವರ ಸಮಸ್ಯೆಗಳಿಗೆ ಸ್ಪಂದಿಸಲು ಎಡಿಸಿ ಸೂಚನೆ xyxy=(555,662,831,717)
subscription-cur: ರೂ. xyxy=(834,69,847,78)
facebook-handle: amruthavani kannada xyxy=(76,136,216,150)
issue: ಸಂಚಿಕೆ : 79 xyxy=(109,177,148,187)
subscription-value: 1.00 xyxy=(859,57,876,67)
info-bar xyxy=(48,176,908,188)
og-movie-still-photo xyxy=(701,224,796,279)
online-line2: ಆನ್‌ಲೈನ್ ಪುಟಗಳಲ್ಲಿ xyxy=(90,55,181,70)
subscription-value: 300.00 xyxy=(859,93,885,103)
facebook-icon: f xyxy=(56,134,74,152)
editor-label: ಸಂಪಾದಕರು: xyxy=(262,140,296,149)
epaper-label: ಇ–ಪೇಪರ್ : xyxy=(114,82,157,93)
story-title: ಆಪರೇಷನ್ ಸಿಂಧೂರ ವೇಳೆ ಕದನ ವಿರಾಮಕ್ಕೆ ಪಾಕ್ ಸೇನೆಯಿಂದಲೇ ಮನವಿ: ವಿಶ್ವಸಂಸ್ಥೆಯಲ್ಲಿ ಭಾರತ xyxy=(54,209,246,233)
subtitle: ಕನ್ನಡ ಸಂಜೆ ದಿನಪತ್ರಿಕೆ xyxy=(447,140,559,155)
top-story-4[interactable] xyxy=(694,200,900,350)
subscription-label: ಅಂಚೆ ಮೂಲಕ (ವಾರ್ಷಿಕ) xyxy=(731,105,800,114)
editor-credit xyxy=(262,140,442,160)
subscription-row xyxy=(728,56,899,68)
protest-photo xyxy=(620,1044,900,1150)
